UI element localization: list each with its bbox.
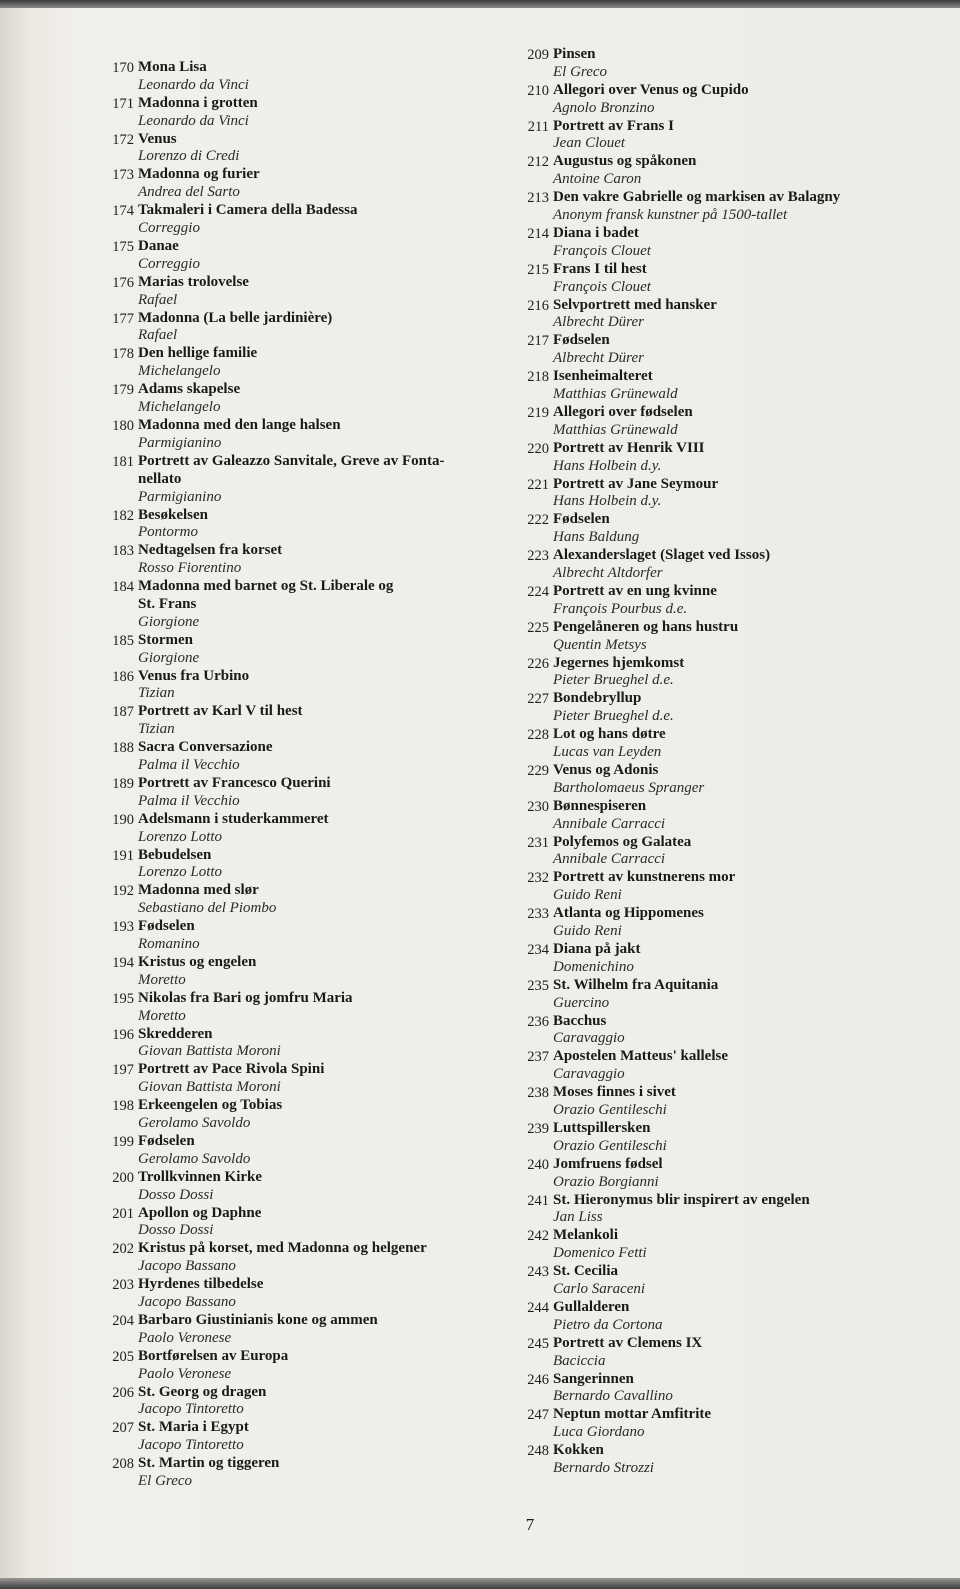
entry-number: 201 [112,1205,134,1222]
entry-artist: Sebastiano del Piombo [138,900,277,917]
entry-number: 209 [527,47,549,63]
entry-title: Portrett av en ung kvinne [553,583,717,599]
entry-number: 186 [112,668,134,685]
entry-artist: Dosso Dossi [138,1222,214,1239]
entry-title: Atlanta og Hippomenes [553,905,704,922]
entry-title: Pengelåneren og hans hustru [553,618,739,635]
entry-title: Allegori over Venus og Cupido [553,81,749,98]
entry-number: 196 [112,1026,134,1043]
entry-number: 204 [112,1313,134,1329]
entry-title: Barbaro Giustinianis kone og ammen [138,1312,378,1328]
entry-title: Mona Lisa [138,59,207,75]
page-number: 7 [525,1515,535,1534]
entry-number: 221 [527,476,549,493]
entry-artist: Albrecht Dürer [553,350,644,367]
entry-number: 233 [527,906,549,923]
entry-title: Madonna med den lange halsen [138,417,341,433]
entry-artist: Leonardo da Vinci [138,76,249,93]
entry-number: 234 [527,942,549,958]
entry-number: 205 [112,1348,134,1365]
entry-title: Allegori over fødselen [553,404,693,420]
entry-title: Isenheimalteret [553,368,653,385]
entry-artist: François Clouet [553,278,651,295]
entry-artist: Lorenzo di Credi [138,148,240,165]
entry-number: 231 [527,834,549,851]
entry-artist: Lucas van Leyden [553,744,662,761]
entry-title: Den vakre Gabrielle og markisen av Balagny [553,189,841,206]
entry-number: 229 [527,763,549,779]
entry-number: 226 [527,655,549,672]
entry-artist: Lorenzo Lotto [138,864,223,881]
entry-artist: Bernardo Cavallino [553,1388,673,1405]
entry-number: 182 [112,507,134,524]
entry-artist: Moretto [138,1007,186,1024]
entry-title: Augustus og spåkonen [553,153,697,170]
entry-artist: Jacopo Bassano [138,1294,236,1311]
entry-artist: Luca Giordano [553,1424,645,1441]
entry-artist: Hans Holbein d.y. [553,493,662,510]
entry-title: Adams skapelse [138,381,241,398]
entry-artist: Correggio [138,220,200,237]
entry-title: Portrett av Clemens IX [553,1334,703,1351]
entry-number: 181 [112,453,134,470]
entry-title: Bønnespiseren [553,797,647,814]
entry-artist: Guercino [553,994,610,1011]
entry-title: Frans I til hest [553,260,647,277]
entry-number: 227 [527,691,549,708]
entry-number: 236 [527,1013,549,1030]
entry-title: Melankoli [553,1227,619,1244]
entry-title: Alexanderslaget (Slaget ved Issos) [553,547,771,564]
entry-title: Gullalderen [553,1299,630,1315]
page-bottom-shadow [0,1578,960,1589]
entry-artist: Tizian [138,721,175,738]
entry-number: 194 [112,955,134,971]
entry-number: 207 [112,1420,134,1437]
entry-number: 193 [112,919,134,936]
entry-artist: Hans Baldung [553,529,640,546]
entry-artist: Matthias Grünewald [553,421,678,438]
entry-title: Madonna og furier [138,166,260,183]
entry-title: Bebudelsen [138,846,212,863]
entry-artist: Pieter Brueghel d.e. [553,708,674,725]
entry-artist: Carlo Saraceni [553,1281,646,1298]
entry-number: 178 [112,346,134,363]
entry-title: Selvportrett med hansker [553,296,717,313]
entry-number: 244 [527,1300,549,1316]
entry-artist: Albrecht Altdorfer [553,565,663,582]
entry-title: Portrett av Jane Seymour [553,475,719,492]
entry-number: 246 [527,1371,549,1388]
entry-number: 176 [112,274,134,291]
entry-title: Apollon og Daphne [138,1204,262,1221]
entry-artist: Matthias Grünewald [553,386,678,403]
entry-title: Jomfruens fødsel [553,1155,663,1172]
entry-title: St. Wilhelm fra Aquitania [553,976,719,993]
entry-title: Portrett av Frans I [553,117,674,134]
entry-artist: Gerolamo Savoldo [138,1150,251,1167]
entry-title: Portrett av Karl V til hest [138,703,303,720]
entry-artist: Annibale Carracci [553,815,666,832]
entry-title: Neptun mottar Amfitrite [553,1406,712,1423]
entry-artist: Michelangelo [138,363,221,380]
entry-number: 240 [527,1156,549,1173]
entry-number: 198 [112,1098,134,1115]
entry-title: St. Maria i Egypt [138,1419,249,1436]
entry-number: 222 [527,512,549,529]
entry-title: Sacra Conversazione [138,739,273,756]
entry-artist: Caravaggio [553,1030,625,1047]
entry-number: 190 [112,811,134,828]
entry-title: Stormen [138,631,193,648]
entry-title: Portrett av Galeazzo Sanvitale, Greve av Fonta- [138,452,445,469]
entry-number: 200 [112,1169,134,1186]
entry-number: 192 [112,883,134,900]
entry-title: Madonna i grotten [138,94,258,111]
entry-title: Adelsmann i studerkammeret [138,810,329,827]
entry-number: 202 [112,1241,134,1258]
entry-title: Kristus og engelen [138,954,257,970]
entry-title: Takmaleri i Camera della Badessa [138,202,358,219]
entry-artist: Anonym fransk kunstner på 1500-tallet [553,207,788,224]
entry-artist: Guido Reni [553,887,622,904]
entry-number: 230 [527,798,549,815]
entry-number: 212 [527,154,549,171]
entry-artist: Parmigianino [138,488,222,505]
entry-title: Den hellige familie [138,345,258,362]
entry-artist: Orazio Borgianni [553,1173,659,1190]
entry-number: 224 [527,584,549,600]
entry-title: Luttspillersken [553,1120,651,1136]
entry-number: 199 [112,1134,134,1150]
entry-title: Madonna med slør [138,882,259,899]
entry-artist: Jan Liss [553,1209,603,1226]
entry-artist: Domenichino [553,958,634,975]
entry-artist: Lorenzo Lotto [138,828,223,845]
entry-artist: Paolo Veronese [138,1365,232,1382]
entry-number: 238 [527,1085,549,1102]
entry-artist: Andrea del Sarto [138,184,240,201]
entry-artist: Agnolo Bronzino [553,99,655,116]
entry-artist: Dosso Dossi [138,1186,214,1203]
entry-title: Hyrdenes tilbedelse [138,1276,264,1293]
entry-number: 213 [527,190,549,207]
entry-number: 185 [112,632,134,649]
entry-title: Venus [138,130,177,147]
entry-title: Kokken [553,1442,604,1459]
entry-artist: Palma il Vecchio [138,757,240,774]
entry-number: 235 [527,977,549,994]
entry-number: 217 [527,333,549,350]
entry-title: Marias trolovelse [138,273,249,290]
entry-title: Jegernes hjemkomst [553,654,685,671]
entry-title: Lot og hans døtre [553,726,666,743]
entry-number: 206 [112,1384,134,1401]
entry-number: 237 [527,1049,549,1066]
entry-number: 243 [527,1264,549,1281]
entry-artist: Jean Clouet [553,135,626,152]
entry-number: 228 [527,727,549,744]
entry-artist: Annibale Carracci [553,851,666,868]
entry-title: Nikolas fra Bari og jomfru Maria [138,989,353,1006]
entry-number: 174 [112,203,134,220]
entry-artist: Jacopo Tintoretto [138,1401,244,1418]
entry-artist: Domenico Fetti [553,1245,647,1262]
entry-number: 195 [112,990,134,1007]
entry-artist: Albrecht Dürer [553,314,644,331]
entry-title: Bortførelsen av Europa [138,1347,289,1364]
entry-artist: Bartholomaeus Spranger [553,779,705,796]
entry-artist: Michelangelo [138,399,221,416]
entry-artist: El Greco [138,1473,193,1490]
entry-title: Portrett av Francesco Querini [138,775,331,791]
entry-artist: Pietro da Cortona [553,1316,663,1333]
entry-title: Danae [138,238,179,254]
entry-artist: Correggio [138,255,200,272]
entry-title: St. Martin og tiggeren [138,1455,280,1472]
entry-number: 173 [112,167,134,184]
entry-artist: Caravaggio [553,1066,625,1083]
entry-title: Portrett av Pace Rivola Spini [138,1061,325,1078]
entry-title: Diana i badet [553,225,639,241]
entry-artist: Giovan Battista Moroni [138,1079,281,1096]
entry-number: 245 [527,1335,549,1352]
entry-artist: Hans Holbein d.y. [553,457,662,474]
entry-number: 210 [527,82,549,99]
entry-artist: Rosso Fiorentino [138,560,242,577]
entry-number: 225 [527,619,549,636]
entry-number: 183 [112,543,134,560]
entry-artist: Leonardo da Vinci [138,112,249,129]
entry-number: 171 [112,95,134,112]
entry-title: Madonna med barnet og St. Liberale og [138,578,394,595]
entry-number: 218 [527,369,549,386]
entry-number: 187 [112,704,134,721]
entry-artist: Parmigianino [138,434,222,451]
entry-number: 223 [527,548,549,565]
entry-title-continued: nellato [138,470,182,487]
entry-artist: Rafael [138,291,178,308]
entry-artist: Orazio Gentileschi [553,1102,667,1119]
entry-artist: Giorgione [138,649,200,666]
page-top-shadow [0,0,960,8]
entry-title: Fødselen [553,511,610,528]
entry-title: Portrett av Henrik VIII [553,439,705,456]
entry-number: 191 [112,847,134,864]
entry-title: St. Hieronymus blir inspirert av engelen [553,1191,810,1208]
entry-artist: Pontormo [138,524,198,541]
entry-number: 208 [112,1456,134,1473]
entry-number: 239 [527,1121,549,1137]
entry-artist: Rafael [138,327,178,344]
entry-number: 242 [527,1228,549,1245]
entry-artist: Giovan Battista Moroni [138,1043,281,1060]
entry-number: 203 [112,1277,134,1294]
entry-artist: Paolo Veronese [138,1329,232,1346]
entry-number: 175 [112,239,134,255]
entry-number: 184 [112,579,134,596]
entry-artist: Palma il Vecchio [138,792,240,809]
entry-artist: Romanino [138,936,200,953]
entry-title-continued: St. Frans [138,595,197,612]
entry-artist: Moretto [138,971,186,988]
entry-number: 177 [112,310,134,327]
entry-number: 179 [112,382,134,399]
entry-title: Venus fra Urbino [138,667,250,684]
entry-artist: Baciccia [553,1352,606,1369]
entry-number: 220 [527,440,549,457]
entry-title: Trollkvinnen Kirke [138,1168,263,1185]
entry-artist: Guido Reni [553,923,622,940]
entry-number: 189 [112,776,134,792]
entry-artist: François Pourbus d.e. [553,600,688,617]
entry-artist: Tizian [138,685,175,702]
entry-title: Bacchus [553,1012,607,1029]
entry-number: 232 [527,870,549,887]
entry-title: Nedtagelsen fra korset [138,542,283,559]
entry-title: Fødselen [138,1133,195,1149]
entry-title: Fødselen [553,332,610,349]
entry-artist: Bernardo Strozzi [553,1460,654,1477]
entry-title: Fødselen [138,918,195,935]
entry-title: St. Georg og dragen [138,1383,267,1400]
entry-number: 172 [112,131,134,148]
entry-artist: Jacopo Tintoretto [138,1437,244,1454]
entry-number: 214 [527,226,549,242]
entry-number: 216 [527,297,549,314]
entry-number: 211 [527,118,549,135]
entry-artist: Gerolamo Savoldo [138,1115,251,1132]
entry-title: Moses finnes i sivet [553,1084,676,1101]
entry-title: Skredderen [138,1025,213,1042]
entry-artist: Antoine Caron [553,171,642,188]
entry-number: 197 [112,1062,134,1079]
entry-title: Apostelen Matteus' kallelse [553,1048,728,1065]
entry-number: 180 [112,418,134,434]
entry-number: 241 [527,1192,549,1209]
entry-artist: Quentin Metsys [553,636,647,653]
entry-title: St. Cecilia [553,1263,618,1280]
entry-number: 215 [527,261,549,278]
entry-number: 170 [112,60,134,76]
entry-artist: Giorgione [138,613,200,630]
entry-title: Erkeengelen og Tobias [138,1097,283,1114]
entry-title: Portrett av kunstnerens mor [553,869,736,886]
entry-artist: François Clouet [553,242,651,259]
entry-artist: Jacopo Bassano [138,1258,236,1275]
entry-title: Bondebryllup [553,690,642,707]
entry-number: 248 [527,1443,549,1460]
entry-title: Besøkelsen [138,506,209,523]
entry-artist: Pieter Brueghel d.e. [553,672,674,689]
entry-title: Polyfemos og Galatea [553,833,692,850]
entry-title: Diana på jakt [553,941,641,957]
entry-title: Madonna (La belle jardinière) [138,309,333,326]
entry-number: 219 [527,405,549,421]
entry-title: Kristus på korset, med Madonna og helgener [138,1240,427,1257]
entry-title: Venus og Adonis [553,762,659,778]
entry-artist: El Greco [553,63,608,80]
entry-artist: Orazio Gentileschi [553,1137,667,1154]
entry-number: 247 [527,1407,549,1424]
entry-title: Sangerinnen [553,1370,634,1387]
entry-title: Pinsen [553,46,596,62]
entry-number: 188 [112,740,134,757]
